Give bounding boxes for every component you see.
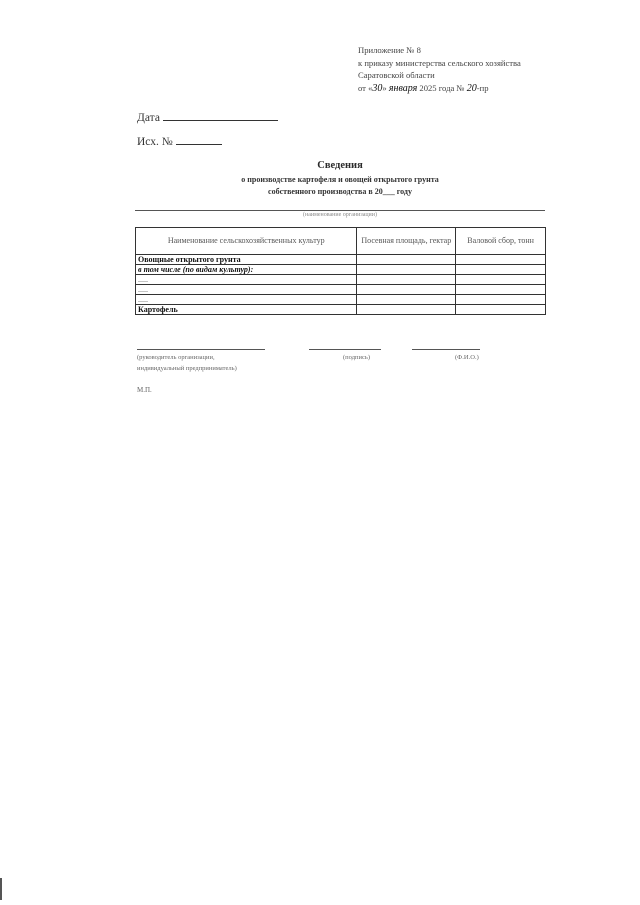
table-row: [136, 295, 546, 305]
harvest-cell[interactable]: [456, 275, 546, 285]
table-row: [136, 275, 546, 285]
harvest-cell[interactable]: [456, 265, 546, 275]
doc-year-line: собственного производства в 20___ году: [268, 187, 412, 196]
head-hint: (руководитель организации,: [137, 354, 215, 361]
harvest-cell[interactable]: [456, 295, 546, 305]
row-label: .....: [136, 285, 357, 295]
appendix-month: января: [388, 82, 418, 94]
appendix-number: 20: [466, 82, 477, 94]
appendix-date-mid: »: [382, 82, 389, 93]
area-cell[interactable]: [357, 255, 456, 265]
row-label: .....: [136, 275, 357, 285]
doc-title: Сведения: [317, 160, 363, 171]
area-cell[interactable]: [357, 275, 456, 285]
header-area: Посевная площадь, гектар: [357, 228, 456, 255]
table-row: [136, 265, 546, 275]
appendix-line-4: [358, 82, 521, 96]
organization-hint: (наименование организации): [303, 212, 377, 218]
area-cell[interactable]: [357, 265, 456, 275]
appendix-line-3: Саратовской области: [358, 70, 435, 80]
area-cell[interactable]: [357, 295, 456, 305]
date-label: Дата: [137, 112, 160, 124]
header-crop: Наименование сельскохозяйственных культур: [136, 228, 357, 255]
appendix-line-2: к приказу министерства сельского хозяйства: [358, 57, 521, 68]
appendix-line-1: Приложение № 8: [358, 45, 421, 55]
head-hint-2: индивидуальный предприниматель): [137, 365, 237, 372]
fio-line[interactable]: [412, 349, 480, 350]
stamp-place: М.П.: [137, 386, 152, 394]
row-label: Овощные открытого грунта: [136, 255, 357, 265]
table-row: [136, 305, 546, 315]
appendix-year: 2025 года №: [417, 82, 467, 93]
harvest-cell[interactable]: [456, 255, 546, 265]
harvest-cell[interactable]: [456, 285, 546, 295]
area-cell[interactable]: [357, 285, 456, 295]
signature-hint: (подпись): [343, 354, 370, 361]
row-label: Картофель: [136, 305, 357, 315]
appendix-date-prefix: от «: [358, 82, 373, 93]
date-blank[interactable]: [163, 120, 278, 121]
ref-number-label: Исх. №: [137, 136, 173, 148]
table-row: [136, 255, 546, 265]
head-signature-line[interactable]: [137, 349, 265, 350]
production-table: [135, 227, 546, 315]
ref-number-field[interactable]: [137, 136, 222, 148]
appendix-block: [358, 44, 521, 95]
date-field[interactable]: [137, 112, 278, 124]
appendix-suffix: -пр: [476, 82, 489, 93]
row-label: .....: [136, 295, 357, 305]
ref-number-blank[interactable]: [176, 144, 222, 145]
header-harvest: Валовой сбор, тонн: [456, 228, 546, 255]
scan-edge-mark: [0, 878, 2, 900]
signature-line[interactable]: [309, 349, 381, 350]
fio-hint: (Ф.И.О.): [455, 354, 479, 361]
row-label: в том числе (по видам культур):: [136, 265, 357, 275]
organization-line[interactable]: [135, 210, 545, 211]
table-row: [136, 285, 546, 295]
harvest-cell[interactable]: [456, 305, 546, 315]
doc-subtitle: о производстве картофеля и овощей открытого грунта: [241, 175, 439, 184]
area-cell[interactable]: [357, 305, 456, 315]
table-header-row: [136, 228, 546, 255]
appendix-day: 30: [372, 82, 383, 94]
